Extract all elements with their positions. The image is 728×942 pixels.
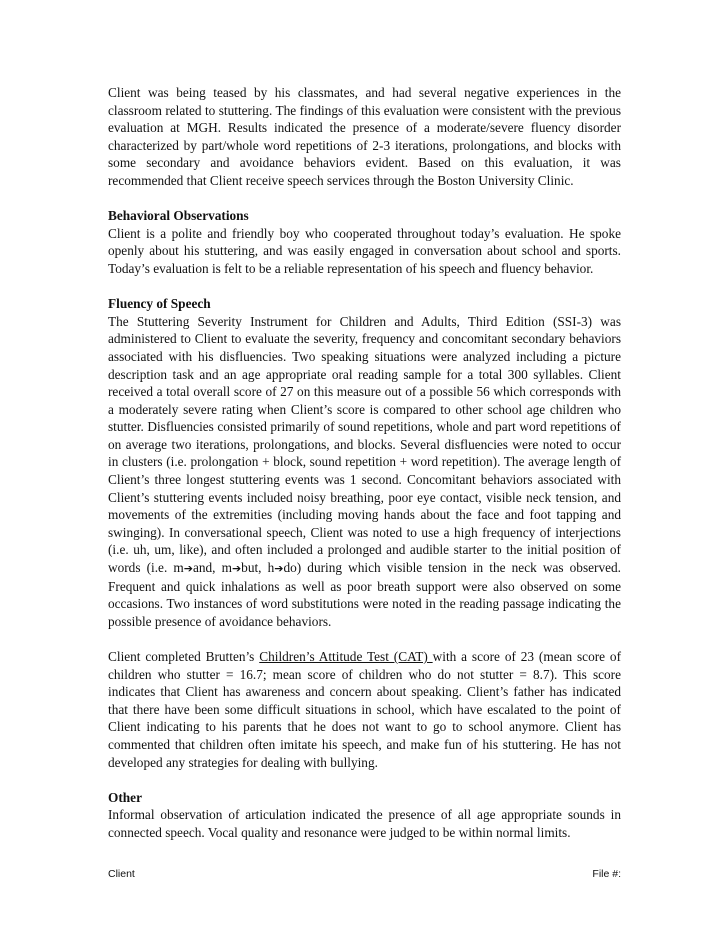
arrow-icon: ➔	[183, 562, 193, 576]
paragraph-gap	[108, 190, 621, 208]
fluency-of-speech-paragraph	[108, 313, 621, 631]
fluency-example-2: but, h	[241, 560, 275, 576]
behavioral-observations-paragraph: Client is a polite and friendly boy who cooperated throughout today’s evaluation. He spoke openly about his stuttering, and was easily engaged in conversation about school and sports. Today’s evaluation is felt to be a reliable representation of his speech and fluency behavior.	[108, 225, 621, 276]
cat-text-pre: Client completed Brutten’s	[108, 649, 260, 664]
paragraph-gap	[108, 771, 621, 789]
paragraph-gap	[108, 630, 621, 648]
cat-paragraph	[108, 648, 621, 771]
other-paragraph: Informal observation of articulation indicated the presence of all age appropriate sounds in connected speech. Vocal quality and resonance were judged to be within normal limits.	[108, 807, 621, 840]
footer-file-number-label: File #:	[592, 868, 621, 880]
fluency-example-1: and, m	[192, 560, 232, 576]
arrow-icon: ➔	[274, 562, 284, 576]
cat-test-name: Children’s Attitude Test (CAT)	[259, 649, 433, 664]
fluency-text-part-1: The Stuttering Severity Instrument for Children and Adults, Third Edition (SSI-3) was administered to Client to evaluate the severity, frequency and concomitant secondary behaviors associated with his disfluencies. Two speaking situations were analyzed including a picture description task and an age appropriate oral reading sample for a total 300 syllables. Client received a total overall score of 27 on this measure out of a possible 56 which corresponds with a moderately severe rating when Client’s score is compared to other school age children who stutter. Disfluencies consisted primarily of sound repetitions, whole and part word repetitions of on average two iterations, prolongations, and blocks. Several disfluencies were noted to occur in clusters (i.e. prolongation + block, sound repetition + word repetition). The average length of Client’s three longest stuttering events was 1 second. Concomitant behaviors associated with Client’s stuttering events included noisy breathing, poor eye contact, visible neck tension, and movements of the extremities (including moving hands about the face and foot tapping and swinging). In conversational speech, Client was noted to use a high frequency of interjections (i.e. uh, um, like), and often included a prolonged and audible starter to the initial position of words (i.e. m	[108, 313, 621, 576]
report-body	[108, 84, 621, 842]
footer-client-label: Client	[108, 868, 135, 880]
other-heading: Other	[108, 789, 142, 805]
fluency-of-speech-heading: Fluency of Speech	[108, 296, 211, 312]
arrow-icon: ➔	[231, 562, 242, 576]
paragraph-gap	[108, 278, 621, 296]
behavioral-observations-heading: Behavioral Observations	[108, 208, 249, 224]
cat-text-post: with a score of 23 (mean score of children who stutter = 16.7; mean score of children who do not stutter = 8.7). This score indicates that Client has awareness and concern about speaking. Client’s father has indicated that there have been some difficult situations in school, which have escalated to the point of Client indicating to his parents that he does not want to go to school anymore. Client has commented that children often imitate his speech, and make fun of his stuttering. He has not developed any strategies for dealing with bullying.	[108, 649, 621, 770]
intro-paragraph: Client was being teased by his classmates, and had several negative experiences in the classroom related to stuttering. The findings of this evaluation were consistent with the previous evaluation at MGH. Results indicated the presence of a moderate/severe fluency disorder characterized by part/whole word repetitions of 2-3 iterations, prolongations, and blocks with some secondary and avoidance behaviors evident. Based on this evaluation, it was recommended that Client receive speech services through the Boston University Clinic.	[108, 85, 621, 188]
fluency-text-part-2: do) during which visible tension in the neck was observed. Frequent and quick inhalations as well as poor breath support were also observed on some occasions. Two instances of word substitutions were noted in the reading passage indicating the possible presence of avoidance behaviors.	[108, 560, 621, 629]
